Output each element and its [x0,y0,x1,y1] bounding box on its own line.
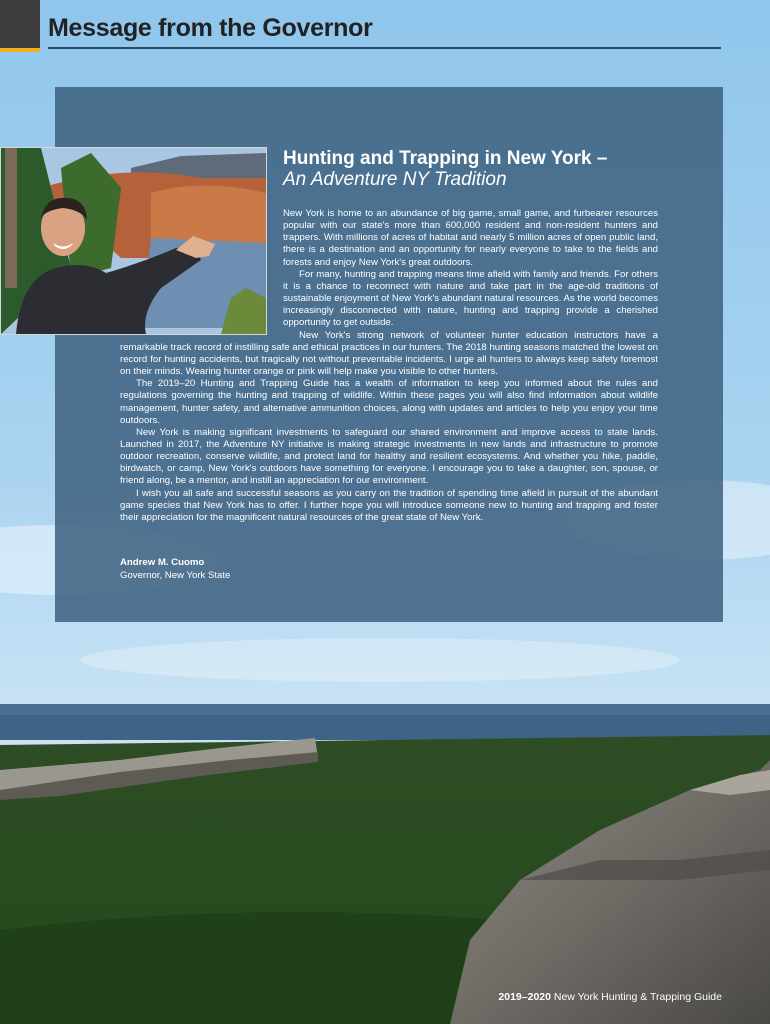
article-body [120,208,658,524]
body-paragraph: For many, hunting and trapping means time afield with family and friends. For others it is a chance to reconnect with nature and take part in the age-old traditions of sustainable enjoyment of New York's abundant natural resources. As the world becomes increasingly disconnected with nature, hunting and trapping provide a cherished opportunity to get outside. [283,268,658,329]
article-subtitle: An Adventure NY Tradition [283,169,507,190]
page-footer [498,991,722,1003]
body-paragraph: The 2019–20 Hunting and Trapping Guide has a wealth of information to keep you informed about the rules and regulations governing the hunting and trapping of wildlife. Within these pages you will also find information about wildlife management, hunter safety, and alternative ammunition choices, along with updates and articles to help you enjoy your time outdoors. [120,378,658,426]
photo-wrap-spacer [120,208,283,330]
section-tab [0,0,40,52]
body-paragraph: New York is making significant investments to safeguard our shared environment and improve access to state lands. Launched in 2017, the Adventure NY initiative is making strategic investments in new lands and infrastructure to promote outdoor recreation, conserve wildlife, and protect land for healthy and resilient ecosystems. And whether you hike, paddle, birdwatch, or camp, New York's outdoors have something for everyone. I encourage you to take a daughter, son, spouse, or friend along, be a mentor, and instill an appreciation for our environment. [120,426,658,487]
body-paragraph: I wish you all safe and successful seasons as you carry on the tradition of spending time afield in pursuit of the abundant game species that New York has to offer. I further hope you will introduce someone new to hunting and trapping and foster their appreciation for the magnificent natural resources of the great state of New York. [120,487,658,523]
header-divider [48,47,721,49]
signature-name: Andrew M. Cuomo [120,557,205,568]
body-paragraph: New York's strong network of volunteer hunter education instructors have a remarkable track record of instilling safe and ethical practices in our hunters. The 2018 hunting seasons matched the lowest on record for hunting accidents, but tragically not without preventable incidents. I urge all hunters to always keep safety foremost on their minds. Wearing hunter orange or pink will help make you visible to other hunters. [120,329,658,378]
section-tab-accent [0,48,40,52]
footer-guide-title: New York Hunting & Trapping Guide [550,991,722,1003]
page-title: Message from the Governor [48,14,373,42]
signature-title: Governor, New York State [120,570,231,581]
article-title: Hunting and Trapping in New York – [283,148,608,169]
body-paragraph: New York is home to an abundance of big game, small game, and furbearer resources popular with our state's more than 600,000 resident and non-resident hunters and trappers. With millions of acres of habitat and nearly 5 million acres of open public land, there is a destination and an opportunity for nearly everyone to take to the fields and forests and enjoy New York's great outdoors. [283,208,658,268]
footer-years: 2019–2020 [498,991,551,1003]
signature-block [120,556,230,582]
